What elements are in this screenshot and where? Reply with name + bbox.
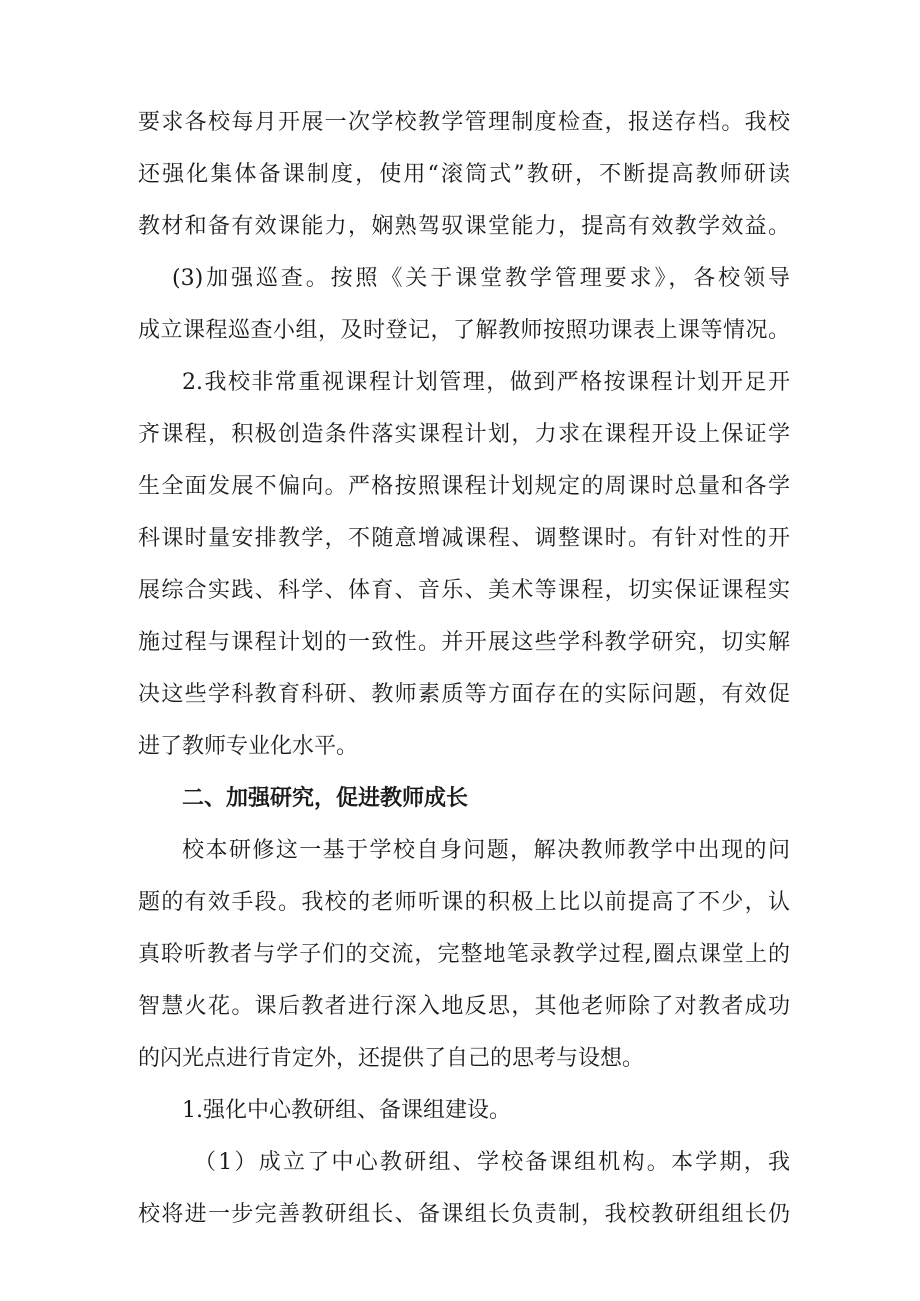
paragraph-line: 科课时量安排教学，不随意增减课程、调整课时。有针对性的开 (138, 526, 790, 551)
paragraph-line: 要求各校每月开展一次学校教学管理制度检查，报送存档。我校 (138, 110, 790, 135)
paragraph-line: 2.我校非常重视课程计划管理，做到严格按课程计划开足开 (182, 370, 790, 395)
paragraph-line: 教材和备有效课能力，娴熟驾驭课堂能力，提高有效教学效益。 (138, 214, 790, 239)
paragraph-line: 进了教师专业化水平。 (138, 734, 359, 759)
paragraph-line: 校本研修这一基于学校自身问题，解决教师教学中出现的问 (182, 838, 790, 863)
paragraph-line: 生全面发展不偏向。严格按照课程计划规定的周课时总量和各学 (138, 474, 790, 499)
paragraph-line: 题的有效手段。我校的老师听课的积极上比以前提高了不少，认 (138, 890, 790, 915)
section-heading: 二、加强研究，促进教师成长 (182, 786, 469, 811)
paragraph-line: （1）成立了中心教研组、学校备课组机构。本学期，我 (194, 1150, 790, 1175)
paragraph-line: 展综合实践、科学、体育、音乐、美术等课程，切实保证课程实 (138, 578, 790, 603)
paragraph-line: 成立课程巡查小组，及时登记，了解教师按照功课表上课等情况。 (138, 318, 790, 343)
paragraph-line: (3)加强巡查。按照《关于课堂教学管理要求》，各校领导 (172, 266, 790, 291)
paragraph-line: 真聆听教者与学子们的交流，完整地笔录教学过程,圈点课堂上的 (138, 942, 790, 967)
paragraph-line: 齐课程，积极创造条件落实课程计划，力求在课程开设上保证学 (138, 422, 790, 447)
paragraph-line: 1.强化中心教研组、备课组建设。 (182, 1098, 511, 1123)
paragraph-line: 施过程与课程计划的一致性。并开展这些学科教学研究，切实解 (138, 630, 790, 655)
paragraph-line: 决这些学科教育科研、教师素质等方面存在的实际问题，有效促 (138, 682, 790, 707)
paragraph-line: 校将进一步完善教研组长、备课组长负责制，我校教研组组长仍 (138, 1202, 790, 1227)
paragraph-line: 智慧火花。课后教者进行深入地反思，其他老师除了对教者成功 (138, 994, 790, 1019)
paragraph-line: 的闪光点进行肯定外，还提供了自己的思考与设想。 (138, 1046, 645, 1071)
paragraph-line: 还强化集体备课制度，使用“滚筒式”教研，不断提高教师研读 (138, 162, 790, 187)
